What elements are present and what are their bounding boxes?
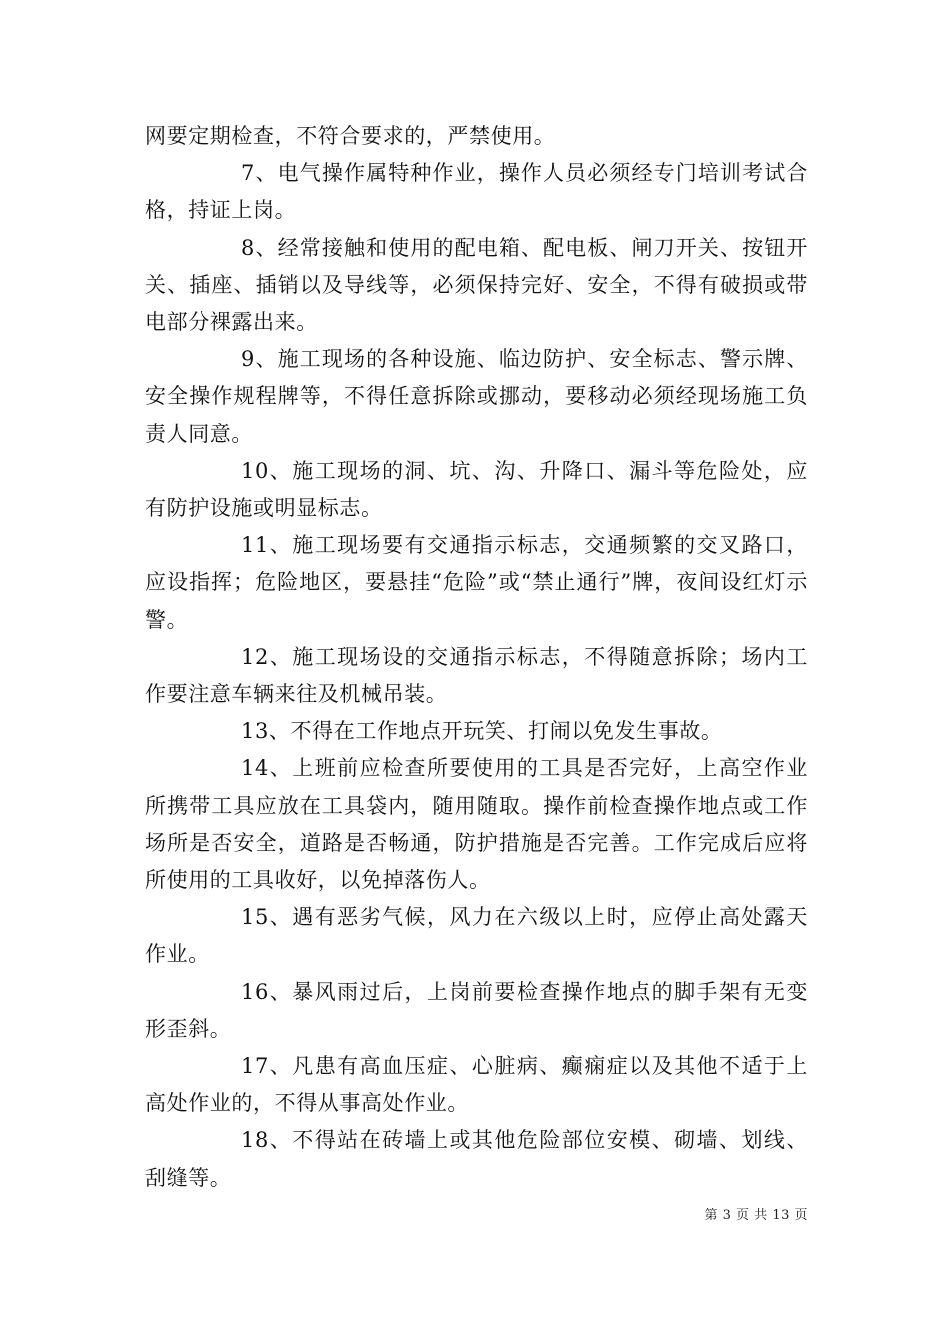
paragraph-item-13: 13、不得在工作地点开玩笑、打闹以免发生事故。 <box>241 719 723 744</box>
paragraph-item-15: 15、遇有恶劣气候，风力在六级以上时，应停止高处露天作业。 <box>145 905 808 967</box>
paragraph-continuation: 网要定期检查，不符合要求的，严禁使用。 <box>145 124 556 148</box>
document-body <box>145 118 808 1197</box>
paragraph-item-18: 18、不得站在砖墙上或其他危险部位安模、砌墙、划线、刮缝等。 <box>145 1128 808 1190</box>
page-number-footer: 第 3 页 共 13 页 <box>704 1208 808 1223</box>
paragraph-item-14: 14、上班前应检查所要使用的工具是否完好，上高空作业所携带工具应放在工具袋内，随用随取。操作前检查操作地点或工作场所是否安全，道路是否畅通，防护措施是否完善。工作完成后应将所使用的工具收好，以免掉落伤人。 <box>145 756 808 893</box>
paragraph-item-8: 8、经常接触和使用的配电箱、配电板、闸刀开关、按钮开关、插座、插销以及导线等，必须保持完好、安全，不得有破损或带电部分裸露出来。 <box>145 235 808 335</box>
paragraph-item-7: 7、电气操作属特种作业，操作人员必须经专门培训考试合格，持证上岗。 <box>145 161 808 223</box>
paragraph-item-11: 11、施工现场要有交通指示标志，交通频繁的交叉路口，应设指挥；危险地区，要悬挂“危险”或“禁止通行”牌，夜间设红灯示警。 <box>145 533 808 632</box>
paragraph-item-16: 16、暴风雨过后，上岗前要检查操作地点的脚手架有无变形歪斜。 <box>145 979 808 1041</box>
paragraph-item-9: 9、施工现场的各种设施、临边防护、安全标志、警示牌、安全操作规程牌等，不得任意拆除或挪动，要移动必须经现场施工负责人同意。 <box>145 347 808 446</box>
paragraph-item-12: 12、施工现场设的交通指示标志，不得随意拆除；场内工作要注意车辆来往及机械吊装。 <box>145 644 808 707</box>
paragraph-item-17: 17、凡患有高血压症、心脏病、癫痫症以及其他不适于上高处作业的，不得从事高处作业。 <box>145 1054 808 1116</box>
paragraph-item-10: 10、施工现场的洞、坑、沟、升降口、漏斗等危险处，应有防护设施或明显标志。 <box>145 458 808 521</box>
